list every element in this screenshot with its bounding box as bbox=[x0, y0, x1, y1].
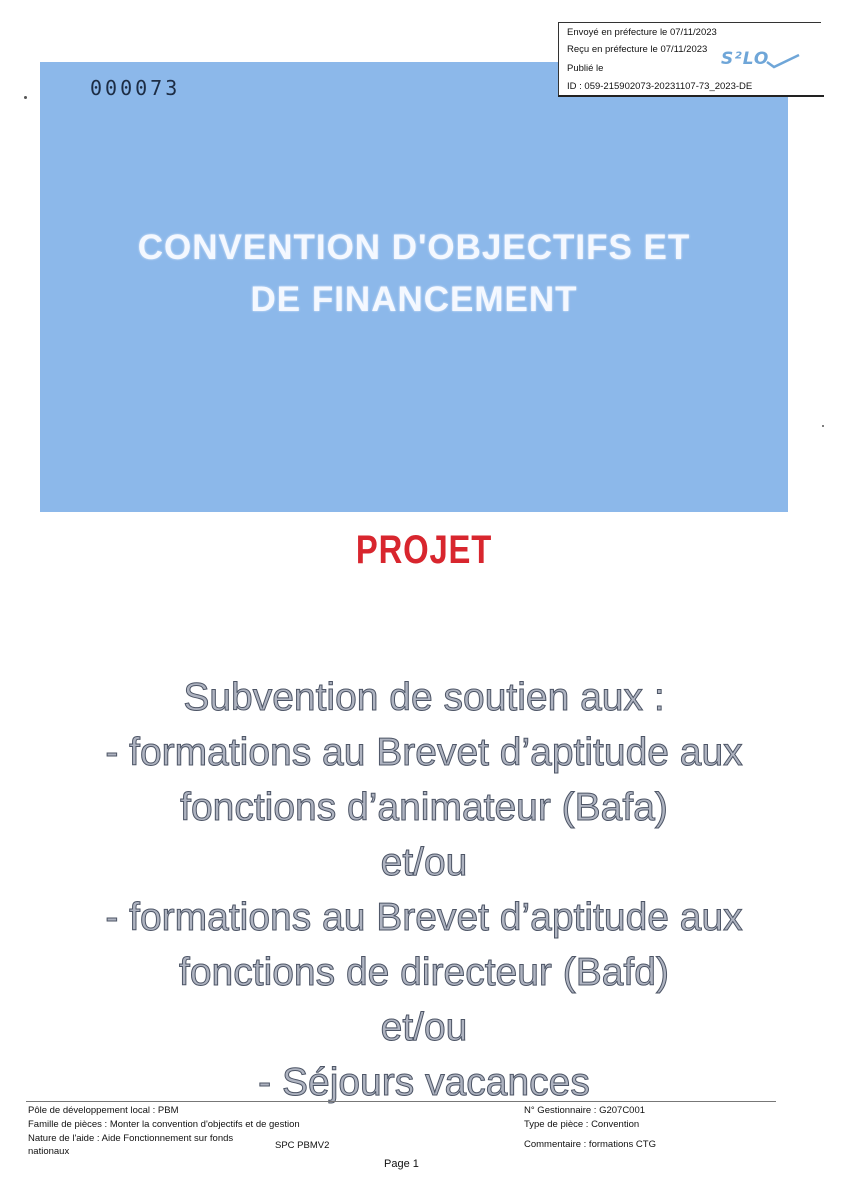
stamp-underline bbox=[558, 95, 824, 97]
stamp-received-date: Reçu en préfecture le 07/11/2023 bbox=[567, 44, 708, 55]
footer-spc: SPC PBMV2 bbox=[275, 1140, 330, 1151]
scan-speck bbox=[822, 425, 824, 427]
subject-line: - formations au Brevet d’aptitude aux bbox=[105, 896, 743, 939]
page-number: Page 1 bbox=[384, 1158, 419, 1170]
document-title bbox=[40, 222, 788, 326]
footer-nature: Nature de l'aide : Aide Fonctionnement sur fonds bbox=[28, 1133, 234, 1144]
stamp-id: ID : 059-215902073-20231107-73_2023-DE bbox=[567, 81, 753, 92]
footer-gestionnaire: N° Gestionnaire : G207C001 bbox=[524, 1105, 646, 1116]
s2lo-logo: S²LO bbox=[721, 49, 770, 69]
footer-divider bbox=[26, 1101, 776, 1102]
subject-line: fonctions d’animateur (Bafa) bbox=[180, 786, 668, 829]
subject-block bbox=[0, 670, 848, 1110]
footer-famille: Famille de pièces : Monter la convention d'objectifs et de gestion bbox=[28, 1119, 300, 1130]
checkmark-icon bbox=[765, 53, 801, 69]
prefecture-stamp bbox=[558, 22, 821, 95]
reference-number: 000073 bbox=[90, 76, 181, 100]
cover-title-block bbox=[40, 62, 788, 512]
footer-type-piece: Type de pièce : Convention bbox=[524, 1119, 640, 1130]
subject-line: et/ou bbox=[380, 1006, 468, 1049]
footer-nature-cont: nationaux bbox=[28, 1146, 70, 1157]
stamp-published: Publié le bbox=[567, 63, 604, 74]
subject-line: - Séjours vacances bbox=[258, 1061, 590, 1104]
scan-speck bbox=[24, 96, 27, 99]
subject-line: Subvention de soutien aux : bbox=[183, 676, 665, 719]
subject-line: et/ou bbox=[380, 841, 468, 884]
subject-line: - formations au Brevet d’aptitude aux bbox=[105, 731, 743, 774]
projet-stamp: PROJET bbox=[355, 528, 493, 572]
footer-commentaire: Commentaire : formations CTG bbox=[524, 1139, 656, 1150]
stamp-sent-date: Envoyé en préfecture le 07/11/2023 bbox=[567, 27, 717, 38]
title-line-2: DE FINANCEMENT bbox=[250, 280, 578, 319]
subject-line: fonctions de directeur (Bafd) bbox=[179, 951, 669, 994]
footer-pole: Pôle de développement local : PBM bbox=[28, 1105, 179, 1116]
title-line-1: CONVENTION D'OBJECTIFS ET bbox=[137, 228, 691, 267]
